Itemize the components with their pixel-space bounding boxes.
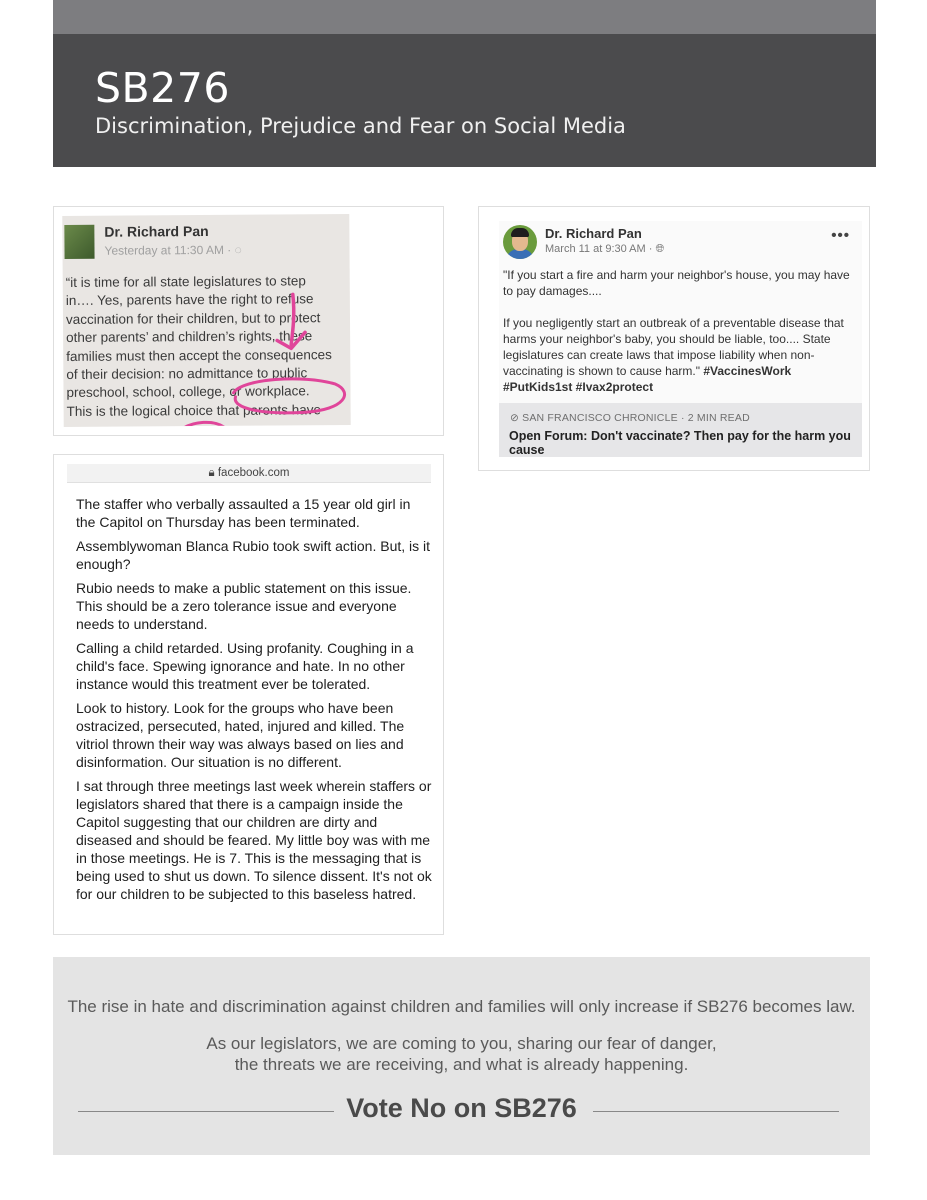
post-body xyxy=(76,495,432,909)
post-time[interactable]: March 11 at 9:30 AM · 🌐︎ xyxy=(545,243,665,255)
facebook-post xyxy=(499,221,862,457)
footer-statement: The rise in hate and discrimination against children and families will only increase if SB276 becomes law. xyxy=(67,997,856,1016)
photo-post-card xyxy=(53,206,444,436)
post-paragraph: The staffer who verbally assaulted a 15 year old girl in the Capitol on Thursday has been terminated. xyxy=(76,496,411,530)
post-paragraph: "If you start a fire and harm your neighbor's house, you may have to pay damages.... xyxy=(503,268,850,298)
top-strip xyxy=(53,0,876,34)
call-to-action: Vote No on SB276 xyxy=(346,1093,577,1123)
lock-icon: 🔒︎ xyxy=(208,467,218,479)
post-paragraph: I sat through three meetings last week wherein staffers or legislators shared that there is a campaign inside the Capitol suggesting that our children are dirty and diseased and should be feared. My little boy was with me in those meetings. He is 7. This is the messaging that is being used to shut us down. To silence dissent. It's not ok for our children to be subjected to this baseless hatred. xyxy=(76,778,432,902)
header-banner xyxy=(53,34,876,167)
footer-appeal: As our legislators, we are coming to you, sharing our fear of danger, the threats we are receiving, and what is already happening. xyxy=(206,1034,717,1074)
link-source: ⊘ SAN FRANCISCO CHRONICLE · 2 MIN READ xyxy=(510,412,750,424)
more-options-icon[interactable]: ••• xyxy=(831,227,850,244)
post-author[interactable]: Dr. Richard Pan xyxy=(545,226,642,241)
page-subtitle: Discrimination, Prejudice and Fear on Social Media xyxy=(95,114,626,138)
globe-icon: 🌐︎ xyxy=(655,243,665,255)
post-paragraph: Assemblywoman Blanca Rubio took swift action. But, is it enough? xyxy=(76,538,431,572)
post-body xyxy=(503,267,855,411)
page-title: SB276 xyxy=(95,64,230,112)
link-headline[interactable]: Open Forum: Don't vaccinate? Then pay for the harm you cause xyxy=(509,429,851,457)
post-paragraph: Calling a child retarded. Using profanity. Coughing in a child's face. Spewing ignorance and hate. In no other instance would this treatment ever be tolerated. xyxy=(76,640,414,692)
text-post-card xyxy=(53,454,444,935)
facebook-post-card xyxy=(478,206,870,471)
handwritten-annotation xyxy=(62,214,350,427)
post-time: Yesterday at 11:30 AM · ◌ xyxy=(104,242,242,258)
post-paragraph: Rubio needs to make a public statement on this issue. This should be a zero tolerance issue and everyone needs to understand. xyxy=(76,580,412,632)
link-preview[interactable] xyxy=(499,403,862,457)
post-hashtags[interactable]: #VaccinesWork #PutKids1st #Ivax2protect xyxy=(503,364,792,394)
avatar[interactable] xyxy=(503,225,537,259)
url-bar[interactable]: 🔒︎ facebook.com xyxy=(67,464,431,483)
post-quote: “it is time for all state legislatures to step in…. Yes, parents have the right to refuse vaccination for their children, but to protect other parents’ and children’s rights, these families must then accept the consequences of their decision: no admittance to public preschool, school, college, or workplace. This is the logical choice that parents have xyxy=(65,273,332,419)
post-author: Dr. Richard Pan xyxy=(104,222,209,240)
post-photo xyxy=(62,214,350,427)
globe-icon: ◌ xyxy=(234,242,242,257)
post-paragraph: If you negligently start an outbreak of a preventable disease that harms your neighbor's baby, you should be liable, too.... State legislatures can create laws that impose liability when non-vaccinating is shown to cause harm." #VaccinesWork #PutKids1st #Ivax2protect xyxy=(503,316,844,394)
link-icon: ⊘ xyxy=(510,412,523,424)
footer-panel xyxy=(53,957,870,1155)
post-paragraph: Look to history. Look for the groups who have been ostracized, persecuted, hated, injured and killed. The vitriol thrown their way was always based on lies and disinformation. Our situation is no different. xyxy=(76,700,405,770)
